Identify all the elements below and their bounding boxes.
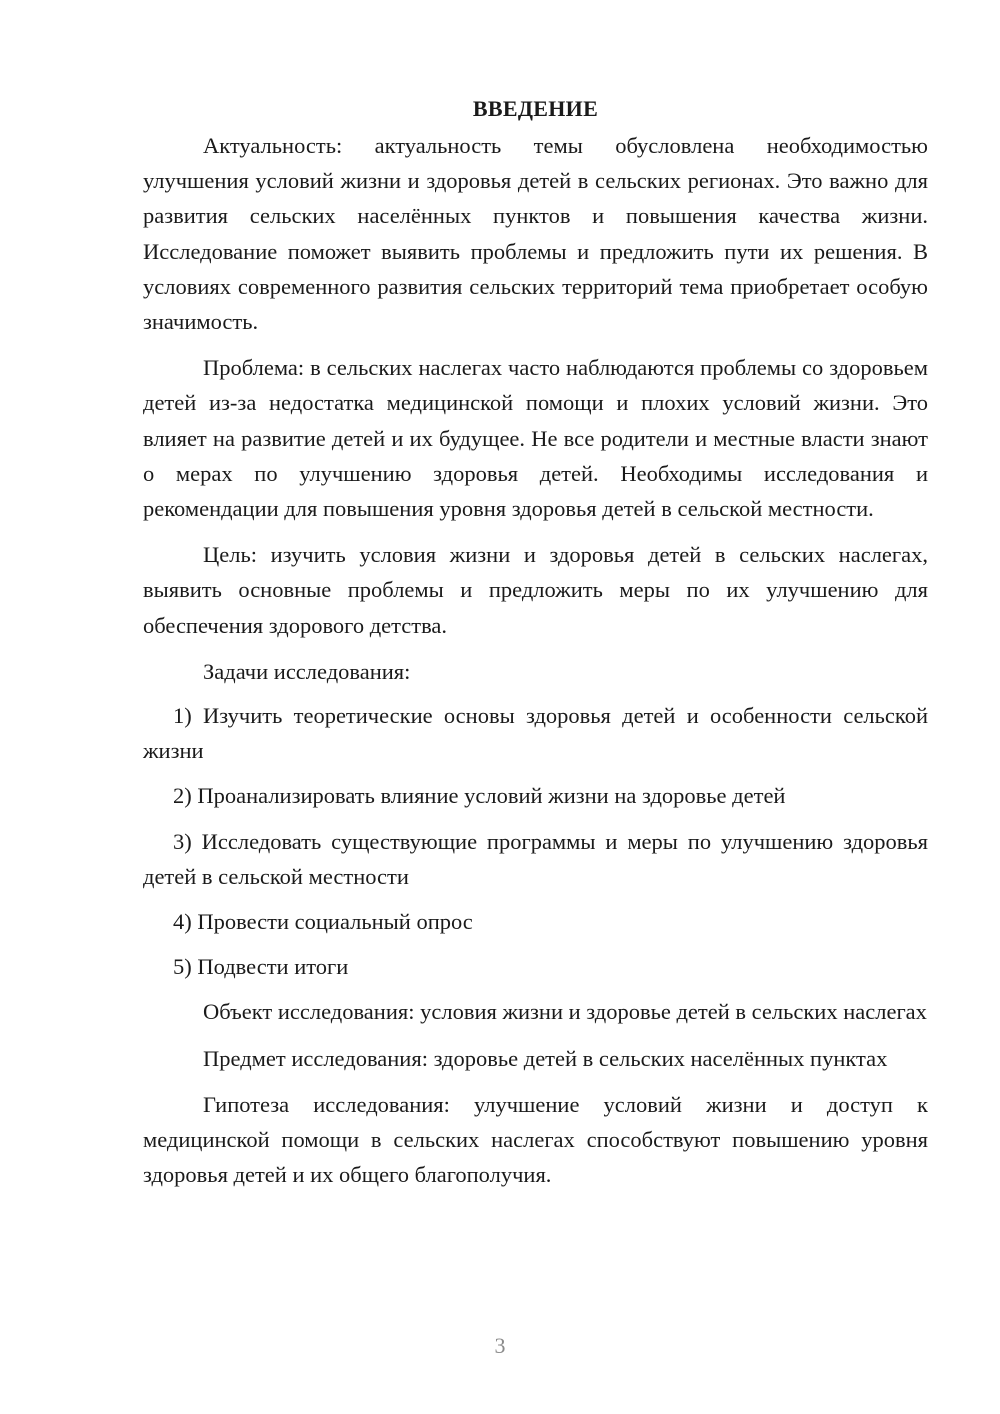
list-item: 1) Изучить теоретические основы здоровья детей и особенности сельской жизни: [143, 703, 928, 764]
list-item: 4) Провести социальный опрос: [173, 909, 473, 935]
paragraph-object: Объект исследования: условия жизни и здоровье детей в сельских наслегах: [203, 999, 927, 1025]
page-body: [143, 92, 928, 1203]
paragraph-subject: Предмет исследования: здоровье детей в сельских населённых пунктах: [203, 1045, 888, 1071]
paragraph-goal: Цель: изучить условия жизни и здоровья детей в сельских наслегах, выявить основные проблемы и предложить меры по их улучшению для обеспечения здорового детства.: [143, 542, 928, 638]
paragraph-problem: Проблема: в сельских наслегах часто наблюдаются проблемы со здоровьем детей из-за недостатка медицинской помощи и плохих условий жизни. Это влияет на развитие детей и их будущее. Не все родители и местные власти знают о мерах по улучшению здоровья детей. Необходимы исследования и рекомендации для повышения уровня здоровья детей в сельской местности.: [143, 355, 928, 522]
list-item: 2) Проанализировать влияние условий жизни на здоровье детей: [173, 783, 786, 809]
list-item: 3) Исследовать существующие программы и меры по улучшению здоровья детей в сельской местности: [143, 828, 928, 889]
list-item: 5) Подвести итоги: [173, 954, 349, 980]
paragraph-tasks-intro: Задачи исследования:: [203, 658, 411, 684]
paragraph-hypothesis: Гипотеза исследования: улучшение условий жизни и доступ к медицинской помощи в сельских наслегах способствуют повышению уровня здоровья детей и их общего благополучия.: [143, 1091, 928, 1188]
paragraph-relevance: Актуальность: актуальность темы обусловлена необходимостью улучшения условий жизни и здоровья детей в сельских регионах. Это важно для развития сельских населённых пунктов и повышения качества жизни. Исследование поможет выявить проблемы и предложить пути их решения. В условиях современного развития сельских территорий тема приобретает особую значимость.: [143, 133, 928, 335]
page-number: 3: [494, 1333, 506, 1358]
section-heading: ВВЕДЕНИЕ: [472, 96, 599, 121]
tasks-list: [143, 698, 928, 984]
